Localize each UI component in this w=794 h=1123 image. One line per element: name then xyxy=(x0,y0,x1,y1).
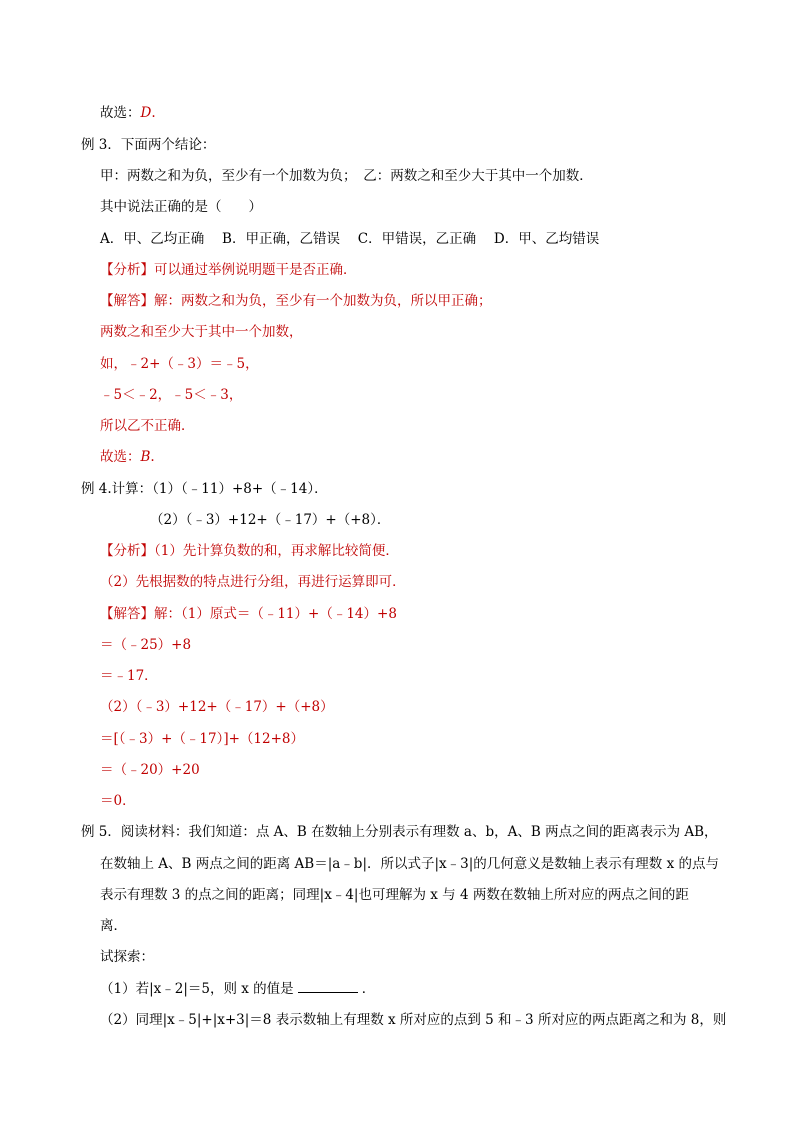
solution-tag: 【解答】 xyxy=(100,293,154,309)
solution-line: 所以乙不正确． xyxy=(100,418,195,434)
solution-line: ﹣5＜﹣2，﹣5＜﹣3， xyxy=(100,387,243,403)
example-3-heading: 例 3．下面两个结论： xyxy=(81,137,216,153)
example-5-heading: 例 5．阅读材料：我们知道：点 A、B 在数轴上分别表示有理数 a、b，A、B 两点之间的距离表示为 AB， xyxy=(81,824,718,840)
example-3-statements: 甲：两数之和为负，至少有一个加数为负； 乙：两数之和至少大于其中一个加数． xyxy=(100,168,593,184)
example-3-solution xyxy=(100,292,492,310)
answer-choice-line xyxy=(100,448,155,466)
solution-line: ＝（﹣25）+8 xyxy=(100,637,192,653)
solution-text: 解：两数之和为负，至少有一个加数为负，所以甲正确； xyxy=(154,293,492,309)
example-3-analysis xyxy=(100,261,357,279)
example-4-part-2: （2）（﹣3）+12+（﹣17）+（+8）． xyxy=(150,512,391,528)
example-4-analysis xyxy=(100,542,399,560)
solution-line: ＝[（﹣3）+（﹣17）]+（12+8） xyxy=(100,731,305,747)
question-1-end: ． xyxy=(361,981,376,997)
solution-line: ＝﹣17． xyxy=(100,668,158,684)
example-4-heading: 例 4.计算：（1）（﹣11）+8+（﹣14）． xyxy=(81,481,328,497)
solution-line: ＝（﹣20）+20 xyxy=(100,762,200,778)
question-2: （2）同理|x﹣5|+|x+3|＝8 表示数轴上有理数 x 所对应的点到 5 和﹣3 所对应的两点距离之和为 8，则 xyxy=(100,1012,727,1028)
answer-choice-line xyxy=(100,104,156,122)
example-5-text: 在数轴上 A、B 两点之间的距离 AB＝|a﹣b|．所以式子|x﹣3|的几何意义是数轴上表示有理数 x 的点与 xyxy=(100,856,719,872)
analysis-line: （2）先根据数的特点进行分组，再进行运算即可． xyxy=(100,574,406,590)
answer-prefix: 故选： xyxy=(100,449,141,465)
question-1-text: （1）若|x﹣2|＝5，则 x 的值是 xyxy=(100,981,294,997)
question-1 xyxy=(100,980,375,998)
analysis-tag: 【分析】 xyxy=(100,262,154,278)
explore-heading: 试探索： xyxy=(100,949,154,965)
example-3-question: 其中说法正确的是（ ） xyxy=(100,199,262,215)
solution-text: 解：（1）原式＝（﹣11）+（﹣14）+8 xyxy=(154,606,397,622)
example-5-text: 表示有理数 3 的点之间的距离；同理|x﹣4|也可理解为 x 与 4 两数在数轴上所对应的两点之间的距 xyxy=(100,887,689,903)
solution-line: 两数之和至少大于其中一个加数， xyxy=(100,324,303,340)
example-5-text: 离． xyxy=(100,918,127,934)
answer-letter: B xyxy=(140,449,151,465)
solution-line: （2）（﹣3）+12+（﹣17）+（+8） xyxy=(100,699,334,715)
analysis-tag: 【分析】 xyxy=(100,543,154,559)
solution-line: 如，﹣2+（﹣3）＝﹣5， xyxy=(100,356,259,372)
solution-line: ＝0． xyxy=(100,793,136,809)
solution-tag: 【解答】 xyxy=(100,606,154,622)
analysis-text: 可以通过举例说明题干是否正确． xyxy=(154,262,357,278)
answer-period: . xyxy=(151,105,156,121)
answer-prefix: 故选： xyxy=(100,105,141,121)
analysis-text: （1）先计算负数的和，再求解比较简便． xyxy=(154,543,399,559)
example-4-solution xyxy=(100,605,397,623)
example-3-options: A．甲、乙均正确 B．甲正确，乙错误 C．甲错误，乙正确 D．甲、乙均错误 xyxy=(100,231,600,247)
answer-letter: D xyxy=(140,105,152,121)
answer-period: . xyxy=(150,449,155,465)
answer-blank xyxy=(298,980,358,993)
